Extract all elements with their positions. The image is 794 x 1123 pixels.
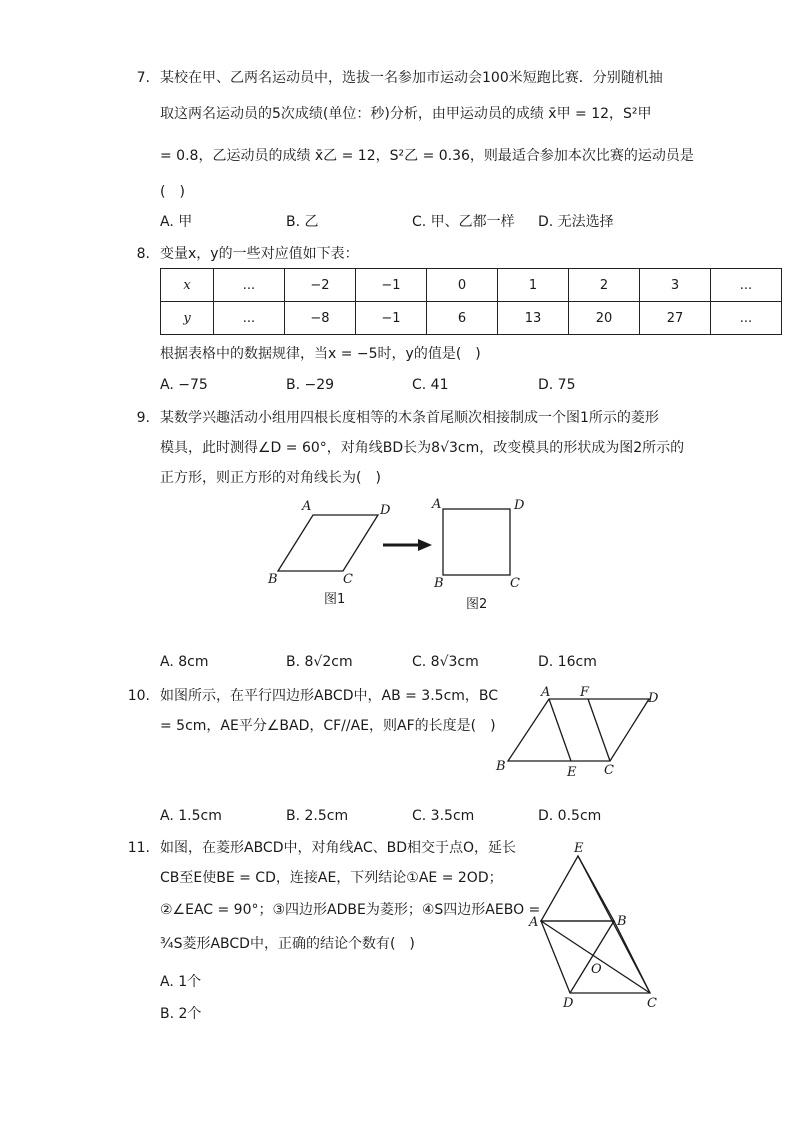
- square-figure-2: [431, 497, 525, 612]
- q10-option-b[interactable]: B. 2.5cm: [286, 808, 349, 824]
- segment-ec: [578, 856, 650, 993]
- q9-line-3: 正方形，则正方形的对角线长为( ): [160, 470, 381, 486]
- q7-line-4: ( ): [160, 184, 185, 200]
- q9-figure: [0, 495, 794, 635]
- vertex-label: E: [574, 841, 584, 856]
- q11-line-4: ¾S菱形ABCD中，正确的结论个数有( ): [160, 936, 415, 952]
- triangle-aeb: [541, 856, 614, 921]
- q9-line-1: 某数学兴趣活动小组用四根长度相等的木条首尾顺次相接制成一个图1所示的菱形: [160, 410, 659, 426]
- vertex-label: C: [604, 763, 614, 778]
- rhombus-figure: [528, 841, 657, 1011]
- table-cell: 20: [569, 302, 640, 335]
- q7-option-b[interactable]: B. 乙: [286, 214, 319, 230]
- table-row-x: [161, 269, 782, 302]
- q10-option-d[interactable]: D. 0.5cm: [538, 808, 602, 824]
- table-cell: 0: [427, 269, 498, 302]
- diagonal-bd: [570, 921, 614, 993]
- table-cell: 27: [640, 302, 711, 335]
- value-table: [160, 268, 782, 335]
- q7-option-a[interactable]: A. 甲: [160, 214, 193, 230]
- vertex-label: B: [496, 759, 506, 774]
- q11-option-a[interactable]: A. 1个: [160, 974, 202, 990]
- q9-line-2: 模具，此时测得∠D = 60°，对角线BD长为8√3cm，改变模具的形状成为图2所示的: [160, 440, 685, 456]
- q10-option-c[interactable]: C. 3.5cm: [412, 808, 475, 824]
- vertex-label: C: [647, 996, 657, 1011]
- table-cell: 3: [640, 269, 711, 302]
- vertex-label: C: [510, 576, 520, 591]
- vertex-label: A: [541, 685, 551, 700]
- q7-line-2: 取这两名运动员的5次成绩(单位：秒)分析，由甲运动员的成绩 x̄甲 = 12，S²甲: [160, 106, 652, 122]
- q10-number: 10.: [127, 688, 150, 704]
- vertex-label: F: [580, 685, 590, 700]
- q11-line-2: CB至E使BE = CD，连接AE，下列结论①AE = 2OD；: [160, 870, 503, 886]
- rhombus-figure-1: [267, 499, 391, 607]
- table-cell: ...: [711, 302, 782, 335]
- segment-cf: [588, 699, 610, 761]
- table-cell: 1: [498, 269, 569, 302]
- q9-option-b[interactable]: B. 8√2cm: [286, 654, 353, 670]
- parallelogram-shape: [508, 699, 649, 761]
- vertex-label: E: [567, 765, 577, 780]
- table-cell: −2: [285, 269, 356, 302]
- q10-line-1: 如图所示，在平行四边形ABCD中，AB = 3.5cm，BC: [160, 688, 499, 704]
- q7-number: 7.: [136, 70, 150, 86]
- vertex-label: D: [514, 498, 525, 513]
- q8-question: 根据表格中的数据规律，当x = −5时，y的值是( ): [160, 346, 481, 362]
- table-cell: −1: [356, 269, 427, 302]
- table-cell: ...: [214, 302, 285, 335]
- parallelogram-figure: [495, 685, 659, 780]
- q9-number: 9.: [136, 410, 150, 426]
- arrow-icon: [383, 539, 432, 551]
- vertex-label: D: [648, 691, 659, 706]
- diagonal-ac: [541, 921, 650, 993]
- q10-figure: [0, 680, 794, 780]
- vertex-label: C: [343, 572, 353, 587]
- vertex-label: B: [434, 576, 444, 591]
- q8-option-a[interactable]: A. −75: [160, 377, 208, 393]
- rhombus-shape: [278, 515, 378, 571]
- vertex-label: D: [563, 996, 574, 1011]
- segment-ae: [549, 699, 571, 761]
- q8-option-c[interactable]: C. 41: [412, 377, 449, 393]
- vertex-label: O: [591, 962, 602, 977]
- q7-option-c[interactable]: C. 甲、乙都一样: [412, 214, 515, 230]
- vertex-label: A: [432, 497, 442, 512]
- q7-line-3: = 0.8，乙运动员的成绩 x̄乙 = 12，S²乙 = 0.36，则最适合参加本次比赛的运动员是: [160, 148, 694, 164]
- figure-caption: 图2: [466, 597, 488, 612]
- q8-option-d[interactable]: D. 75: [538, 377, 576, 393]
- vertex-label: B: [617, 914, 627, 929]
- table-cell: −1: [356, 302, 427, 335]
- q11-number: 11.: [127, 840, 150, 856]
- q10-line-2: = 5cm，AE平分∠BAD，CF//AE，则AF的长度是( ): [160, 718, 496, 734]
- table-cell: 2: [569, 269, 640, 302]
- table-header-x: x: [161, 269, 214, 302]
- table-cell: −8: [285, 302, 356, 335]
- table-row-y: [161, 302, 782, 335]
- q8-intro: 变量x，y的一些对应值如下表：: [160, 246, 359, 262]
- table-cell: 6: [427, 302, 498, 335]
- figure-caption: 图1: [324, 592, 346, 607]
- q8-number: 8.: [136, 246, 150, 262]
- table-cell: ...: [214, 269, 285, 302]
- q7-option-d[interactable]: D. 无法选择: [538, 214, 614, 230]
- q10-option-a[interactable]: A. 1.5cm: [160, 808, 222, 824]
- q11-line-1: 如图，在菱形ABCD中，对角线AC、BD相交于点O，延长: [160, 840, 517, 856]
- table-cell: ...: [711, 269, 782, 302]
- q7-line-1: 某校在甲、乙两名运动员中，选拔一名参加市运动会100米短跑比赛．分别随机抽: [160, 70, 663, 86]
- square-shape: [443, 509, 510, 575]
- vertex-label: A: [302, 499, 312, 514]
- q11-figure: [0, 835, 794, 1015]
- table-cell: 13: [498, 302, 569, 335]
- q8-option-b[interactable]: B. −29: [286, 377, 335, 393]
- vertex-label: D: [380, 503, 391, 518]
- q9-option-a[interactable]: A. 8cm: [160, 654, 209, 670]
- q9-option-d[interactable]: D. 16cm: [538, 654, 597, 670]
- q11-option-b[interactable]: B. 2个: [160, 1006, 202, 1022]
- q11-line-3: ②∠EAC = 90°；③四边形ADBE为菱形；④S四边形AEBO =: [160, 902, 541, 918]
- q9-option-c[interactable]: C. 8√3cm: [412, 654, 479, 670]
- table-header-y: y: [161, 302, 214, 335]
- vertex-label: A: [529, 915, 539, 930]
- vertex-label: B: [268, 572, 278, 587]
